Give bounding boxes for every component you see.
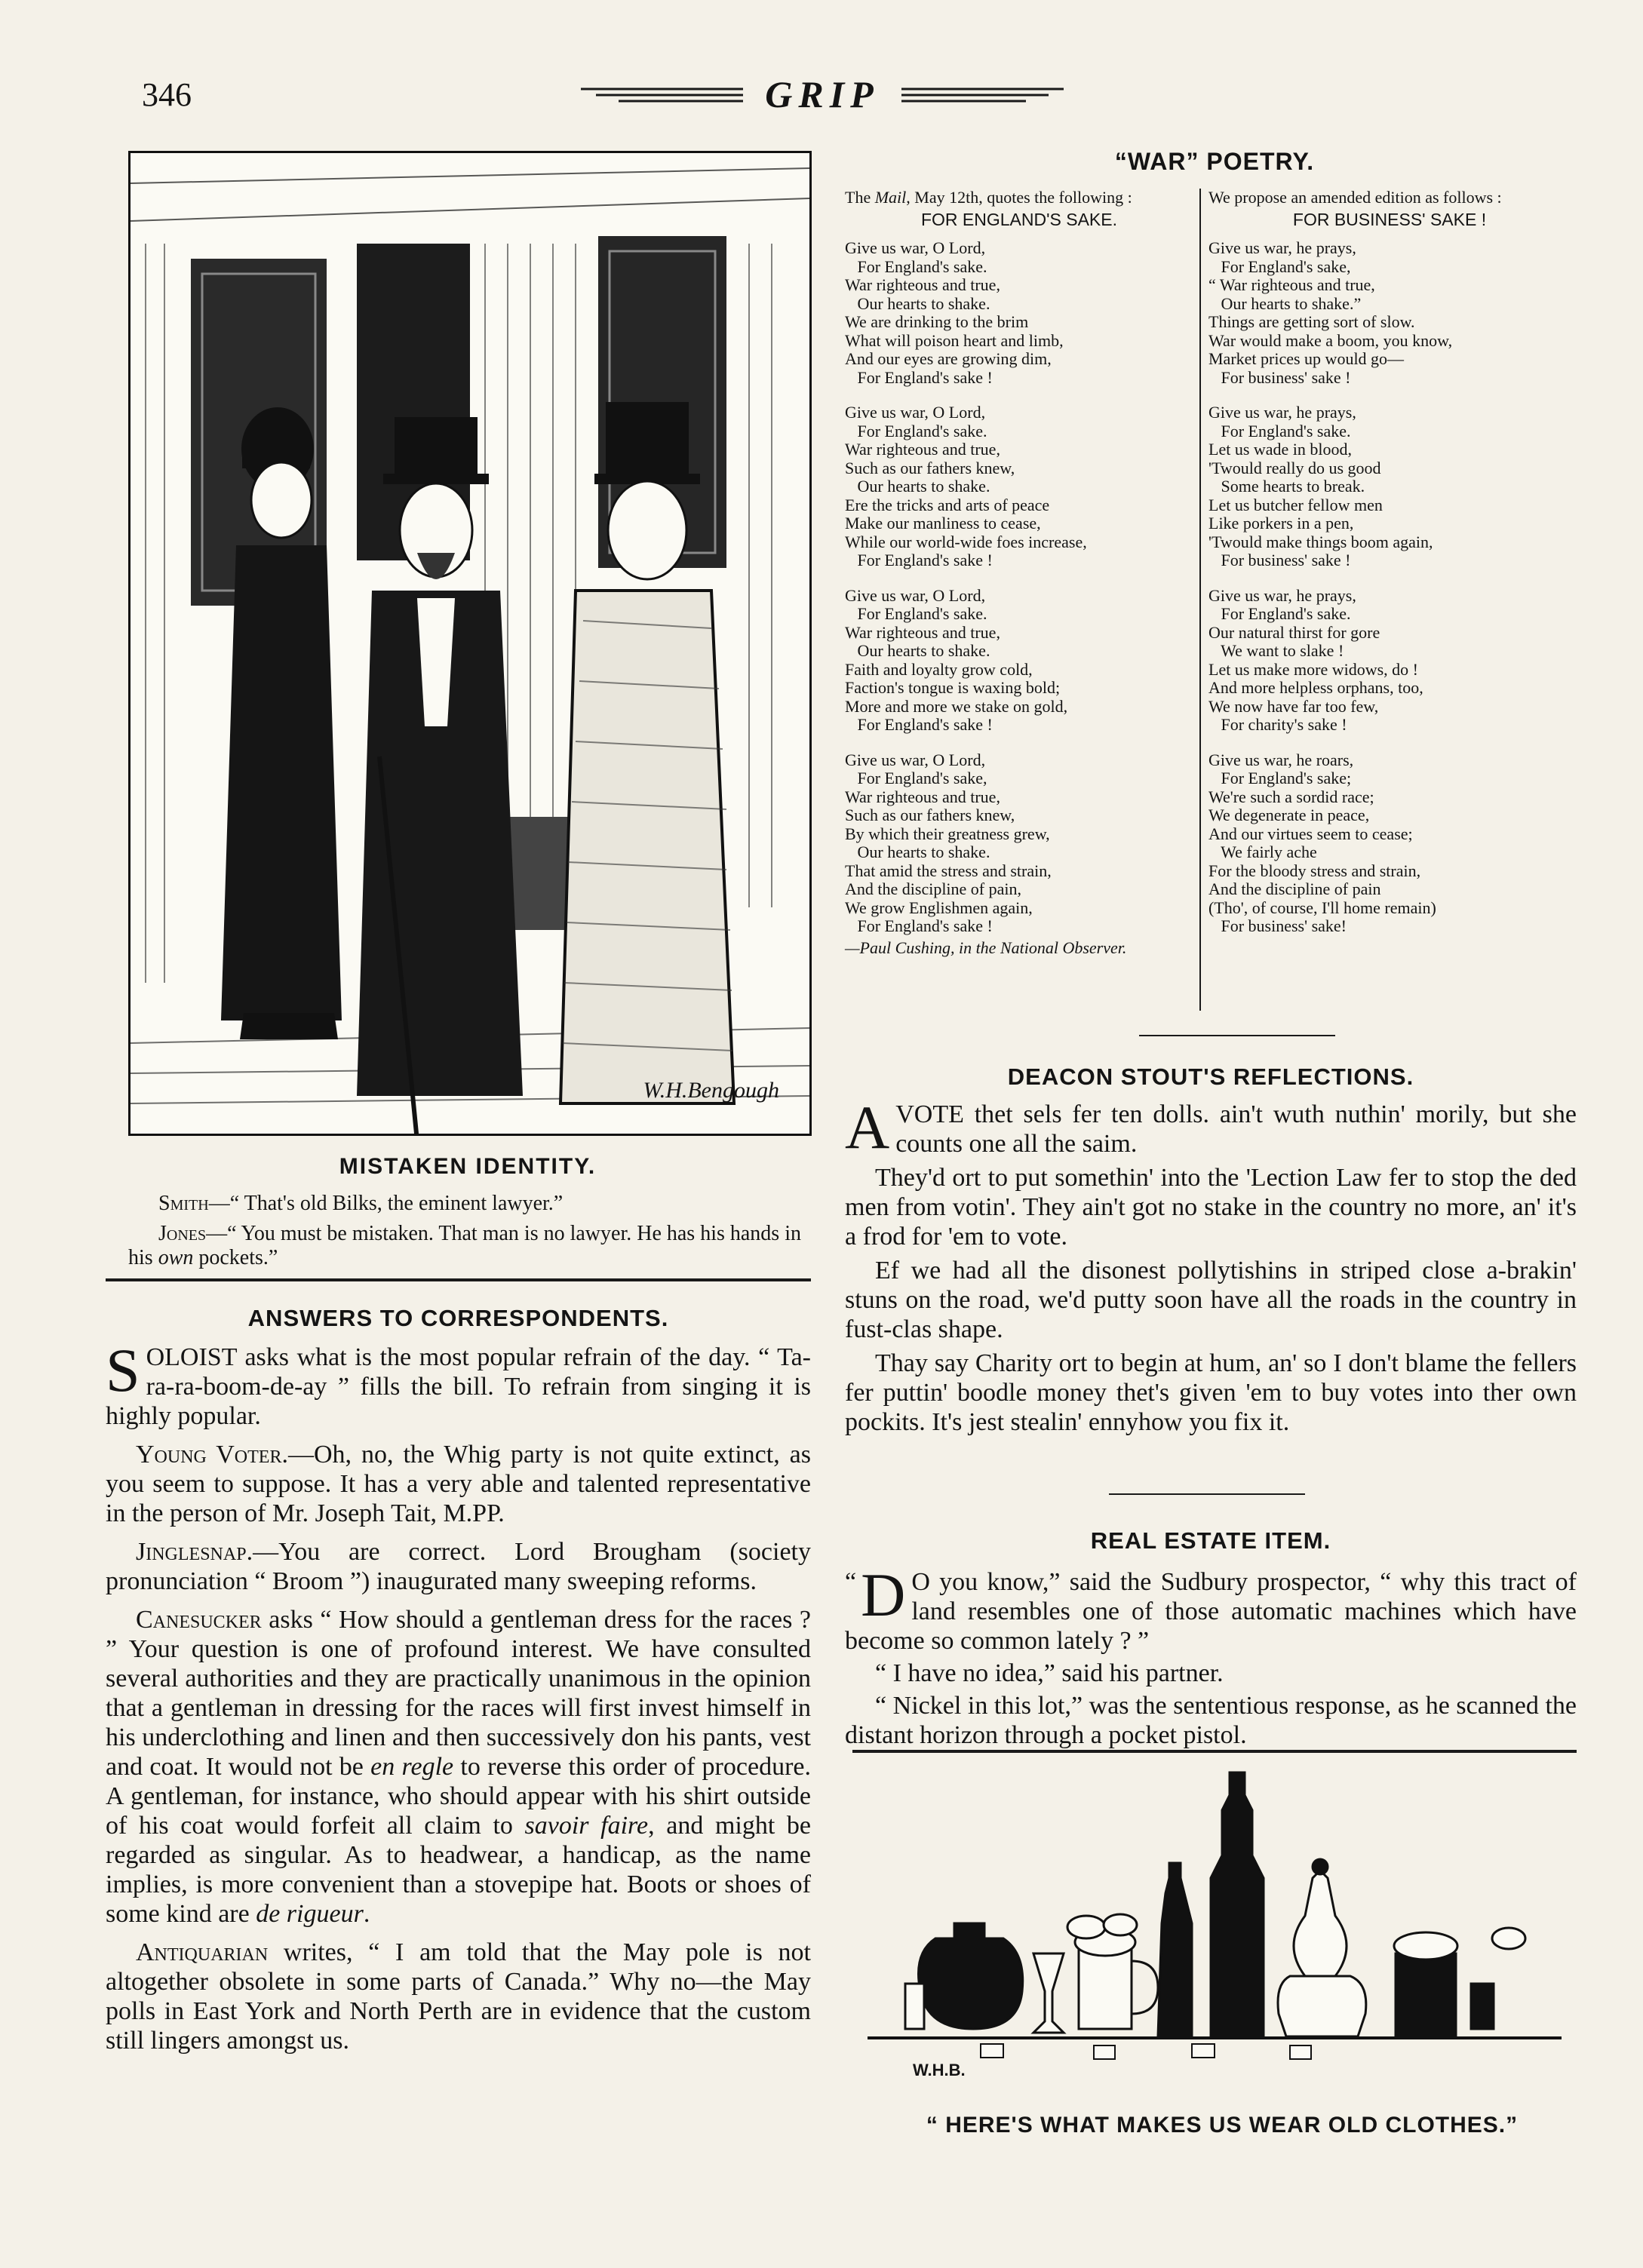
speaker-smith: Smith — [158, 1192, 209, 1215]
left-stanza: Give us war, O Lord, For England's sake. War righteous and true, Our hearts to shake. We are drinking to the brim What will poison heart and limb, And our eyes are growing dim, For England's sake ! — [845, 238, 1064, 387]
speaker-jones: Jones — [158, 1222, 207, 1245]
cartoon-drawing — [131, 153, 809, 1134]
answers-p4-lead: Canesucker — [136, 1606, 262, 1634]
left-heading: FOR ENGLAND'S SAKE. — [920, 210, 1117, 229]
right-intro: We propose an amended edition as follows : — [1208, 188, 1502, 207]
cartoon-signature: W.H.Bengough — [643, 1078, 779, 1103]
answers-title: ANSWERS TO CORRESPONDENTS. — [247, 1305, 669, 1331]
right-stanza: Give us war, he prays, For England's sake. Our natural thirst for gore We want to slake ! Let us make more widows, do ! And more helpless orphans, too, We now have far too few, For charity's sake ! — [1208, 585, 1423, 734]
masthead-title: GRIP — [765, 73, 880, 115]
bottles-signature: W.H.B. — [913, 2061, 966, 2079]
answers-p4-a: asks “ How should a gentleman dress for the races ? ” Your question is one of profound interest. We have consulted several authorities and they are practically unanimous in the opinion that a gentleman in dressing for the races will first invest himself in his underclothing and linen and then successively don his pants, vest and coat. It would not be — [106, 1606, 811, 1781]
divider — [852, 1750, 1577, 1753]
caption-dialogue — [128, 1192, 807, 1270]
jones-line: —“ You must be mistaken. That man is no lawyer. He has his hands in his — [128, 1222, 801, 1269]
right-heading: FOR BUSINESS' SAKE ! — [1292, 210, 1487, 229]
divider — [106, 1278, 811, 1281]
left-intro-b: , May 12th, quotes the following : — [906, 188, 1132, 207]
answers-p4-d: . — [363, 1900, 370, 1928]
left-credit: —Paul Cushing, in the National Observer. — [845, 938, 1127, 957]
answers-p1: OLOIST asks what is the most popular refrain of the day. “ Ta-ra-ra-boom-de-ay ” fills the bill. To refrain from singing it is highly popular. — [106, 1343, 811, 1430]
deacon-body — [845, 1093, 1577, 1437]
answers-p4-c: , and might be regarded as singular. As to headwear, a handicap, as the name implies, is more convenient than a stovepipe hat. Boots or shoes of some kind are — [106, 1812, 812, 1928]
divider — [1139, 1035, 1335, 1036]
jones-line-em: own — [158, 1246, 194, 1269]
bottles-caption: “ HERE'S WHAT MAKES US WEAR OLD CLOTHES.” — [926, 2113, 1519, 2138]
deacon-title: DEACON STOUT'S REFLECTIONS. — [1007, 1063, 1414, 1090]
left-stanza: Give us war, O Lord, For England's sake. War righteous and true, Our hearts to shake. Faith and loyalty grow cold, Faction's tongue is waxing bold; More and more we stake on gold, For England's sake ! — [845, 585, 1068, 734]
jones-line-end: pockets.” — [193, 1246, 278, 1269]
war-poetry-title: “WAR” POETRY. — [1114, 148, 1315, 175]
column-divider — [1199, 189, 1201, 1011]
real-estate-title: REAL ESTATE ITEM. — [1090, 1527, 1331, 1554]
real-estate-open-quote: “ — [845, 1568, 857, 1596]
deacon-p4: Thay say Charity ort to begin at hum, an' so I don't blame the fellers fer puttin' boodle money thet's given 'em to buy votes into ther own pockits. It's jest stealin' ennyhow you fix it. — [845, 1349, 1577, 1436]
answers-p5: writes, “ I am told that the May pole is not altogether obsolete in some parts of Canada.” Why no—the May polls in East York and North Perth are in evidence that the custom still lingers amongst us. — [106, 1938, 811, 2055]
right-stanza: Give us war, he prays, For England's sake, “ War righteous and true, Our hearts to shake.” Things are getting sort of slow. War would make a boom, you know, Market prices up would go— For business' sake ! — [1208, 238, 1453, 387]
answers-p2-lead: Young Voter. — [136, 1441, 288, 1469]
deacon-drop-cap: A — [845, 1093, 890, 1162]
answers-body — [106, 1336, 812, 2055]
caption-title: MISTAKEN IDENTITY. — [339, 1154, 597, 1179]
answers-p3-lead: Jinglesnap. — [136, 1538, 253, 1566]
left-intro-a: The — [845, 188, 875, 207]
real-estate-body — [845, 1561, 1577, 1750]
real-estate-drop-cap: D — [861, 1561, 906, 1629]
page-number: 346 — [142, 76, 192, 113]
left-intro-em: Mail — [874, 188, 907, 207]
masthead — [573, 72, 1071, 118]
right-stanza: Give us war, he roars, For England's sake; We're such a sordid race; We degenerate in peace, And our virtues seem to cease; We fairly ache For the bloody stress and strain, And the discipline of pain (Tho', of course, I'll home remain) For business' sake! — [1208, 750, 1436, 935]
right-stanza: Give us war, he prays, For England's sake. Let us wade in blood, 'Twould really do us good Some hearts to break. Let us butcher fellow men Like porkers in a pen, 'Twould make things boom again, For business' sake ! — [1208, 403, 1433, 569]
divider — [1109, 1493, 1305, 1495]
war-poetry-left — [845, 189, 1193, 957]
deacon-p1: VOTE thet sels fer ten dolls. ain't wuth nuthin' morily, but she counts one all the saim. — [895, 1100, 1577, 1158]
answers-p5-lead: Antiquarian — [136, 1938, 269, 1966]
real-estate-p1: O you know,” said the Sudbury prospector, “ why this tract of land resembles one of those automatic machines which have become so common lately ? ” — [845, 1568, 1577, 1655]
bottles-drawing — [868, 1765, 1562, 2097]
cartoon-bottles — [868, 1765, 1562, 2097]
answers-p4-em2: savoir faire — [524, 1812, 649, 1840]
real-estate-p2: “ I have no idea,” said his partner. — [875, 1659, 1224, 1687]
deacon-p2: They'd ort to put somethin' into the 'Lection Law fer to stop the ded men from votin'. They ain't got no stake in the country no more, an' it's a frod for 'em to vote. — [845, 1164, 1577, 1251]
real-estate-p3: “ Nickel in this lot,” was the sententious response, as he scanned the distant horizon through a pocket pistol. — [845, 1692, 1577, 1749]
answers-p4-em3: de rigueur — [256, 1900, 364, 1928]
answers-p4-b: to reverse this order of procedure. A gentleman, for instance, who should appear with his shirt outside of his coat would forfeit all claim to — [106, 1753, 811, 1840]
smith-line: —“ That's old Bilks, the eminent lawyer.” — [208, 1192, 564, 1215]
answers-drop-cap: S — [106, 1336, 140, 1404]
answers-p4-em1: en regle — [370, 1753, 454, 1781]
answers-p2: —Oh, no, the Whig party is not quite extinct, as you seem to suppose. It has a very able and talented representative in the person of Mr. Joseph Tait, M.PP. — [106, 1441, 811, 1527]
left-stanza: Give us war, O Lord, For England's sake. War righteous and true, Such as our fathers knew, Our hearts to shake. Ere the tricks and arts of peace Make our manliness to cease, While our world-wide foes increase, For England's sake ! — [845, 403, 1087, 569]
deacon-p3: Ef we had all the disonest pollytishins in striped close a-brakin' stuns on the road, we'd putty soon have all the roads in the country in fust-clas shape. — [845, 1257, 1577, 1343]
left-stanza: Give us war, O Lord, For England's sake, War righteous and true, Such as our fathers knew, By which their greatness grew, Our hearts to shake. That amid the stress and strain, And the discipline of pain, We grow Englishmen again, For England's sake ! — [845, 750, 1052, 935]
answers-p3: —You are correct. Lord Brougham (society pronunciation “ Broom ”) inaugurated many sweeping reforms. — [106, 1538, 811, 1595]
cartoon-mistaken-identity — [128, 151, 812, 1136]
war-poetry-right — [1208, 189, 1571, 936]
